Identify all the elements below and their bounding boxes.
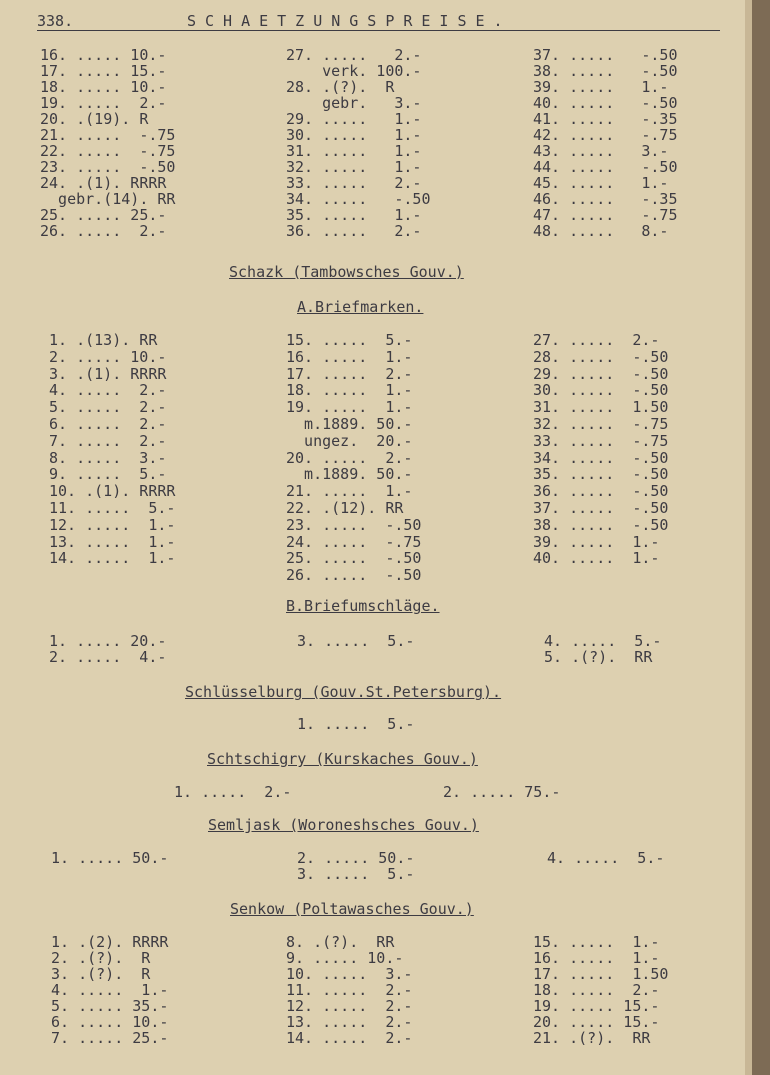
block1-column-3: 37. ..... -.50 38. ..... -.50 39. ..... 1.- 40. ..... -.50 41. ..... -.35 42. ..... -.75 43. ..... 3.- 44. ..... -.50 45. ..... 1.- 46. ..... -.35 47. ..... -.75 48. ..... 8.-	[533, 46, 678, 240]
page-title: SCHAETZUNGSPREISE.	[187, 12, 512, 30]
schluesselburg-heading: Schlüsselburg (Gouv.St.Petersburg).	[185, 683, 502, 701]
schazk-a-column-2: 15. ..... 5.- 16. ..... 1.- 17. ..... 2.- 18. ..... 1.- 19. ..... 1.- m.1889. 50.- ungez. 20.- 20. ..... 2.- m.1889. 50.- 21. ..... 1.- 22. .(12). RR 23. ..... -.50 24. ..... -.75 25. ..... -.50 26. ..... -.50	[286, 331, 422, 585]
header-rule	[37, 30, 720, 31]
schazk-b-column-1: 1. ..... 20.- 2. ..... 4.-	[49, 632, 167, 666]
semljask-column-3: 4. ..... 5.-	[547, 849, 665, 867]
schazk-subheading-a: A.Briefmarken.	[297, 298, 424, 316]
senkow-column-2: 8. .(?). RR 9. ..... 10.- 10. ..... 3.- 11. ..... 2.- 12. ..... 2.- 13. ..... 2.- 14. ..... 2.-	[286, 933, 413, 1047]
page-number: 338.	[37, 12, 74, 30]
semljask-column-1: 1. ..... 50.-	[51, 849, 169, 867]
schazk-b-column-3: 4. ..... 5.- 5. .(?). RR	[544, 632, 662, 666]
schazk-subheading-b: B.Briefumschläge.	[286, 597, 440, 615]
schtschigry-entry-1: 1. ..... 2.-	[174, 783, 292, 801]
schazk-heading: Schazk (Tambowsches Gouv.)	[229, 263, 464, 281]
senkow-column-1: 1. .(2). RRRR 2. .(?). R 3. .(?). R 4. ..... 1.- 5. ..... 35.- 6. ..... 10.- 7. ..... 25.-	[51, 933, 169, 1047]
semljask-heading: Semljask (Woroneshsches Gouv.)	[208, 816, 479, 834]
schtschigry-entry-2: 2. ..... 75.-	[443, 783, 561, 801]
senkow-column-3: 15. ..... 1.- 16. ..... 1.- 17. ..... 1.50 18. ..... 2.- 19. ..... 15.- 20. ..... 15.- 21. .(?). RR	[533, 933, 669, 1047]
schazk-a-column-3: 27. ..... 2.- 28. ..... -.50 29. ..... -.50 30. ..... -.50 31. ..... 1.50 32. ..... -.75 33. ..... -.75 34. ..... -.50 35. ..... -.50 36. ..... -.50 37. ..... -.50 38. ..... -.50 39. ..... 1.- 40. ..... 1.-	[533, 331, 669, 568]
schazk-a-column-1: 1. .(13). RR 2. ..... 10.- 3. .(1). RRRR 4. ..... 2.- 5. ..... 2.- 6. ..... 2.- 7. ..... 2.- 8. ..... 3.- 9. ..... 5.- 10. .(1). RRRR 11. ..... 5.- 12. ..... 1.- 13. ..... 1.- 14. ..... 1.-	[49, 331, 176, 568]
schluesselburg-entry: 1. ..... 5.-	[297, 715, 415, 733]
semljask-column-2: 2. ..... 50.- 3. ..... 5.-	[297, 849, 415, 883]
schazk-b-column-2: 3. ..... 5.-	[297, 632, 415, 650]
block1-column-2: 27. ..... 2.- verk. 100.- 28. .(?). R gebr. 3.- 29. ..... 1.- 30. ..... 1.- 31. ..... 1.- 32. ..... 1.- 33. ..... 2.- 34. ..... -.50 35. ..... 1.- 36. ..... 2.-	[286, 46, 431, 240]
schtschigry-heading: Schtschigry (Kurskaches Gouv.)	[207, 750, 478, 768]
binding-edge	[752, 0, 770, 1075]
page-shadow	[745, 0, 752, 1075]
block1-column-1: 16. ..... 10.- 17. ..... 15.- 18. ..... 10.- 19. ..... 2.- 20. .(19). R 21. ..... -.75 22. ..... -.75 23. ..... -.50 24. .(1). RRRR gebr.(14). RR 25. ..... 25.- 26. ..... 2.-	[40, 46, 176, 240]
senkow-heading: Senkow (Poltawasches Gouv.)	[230, 900, 474, 918]
